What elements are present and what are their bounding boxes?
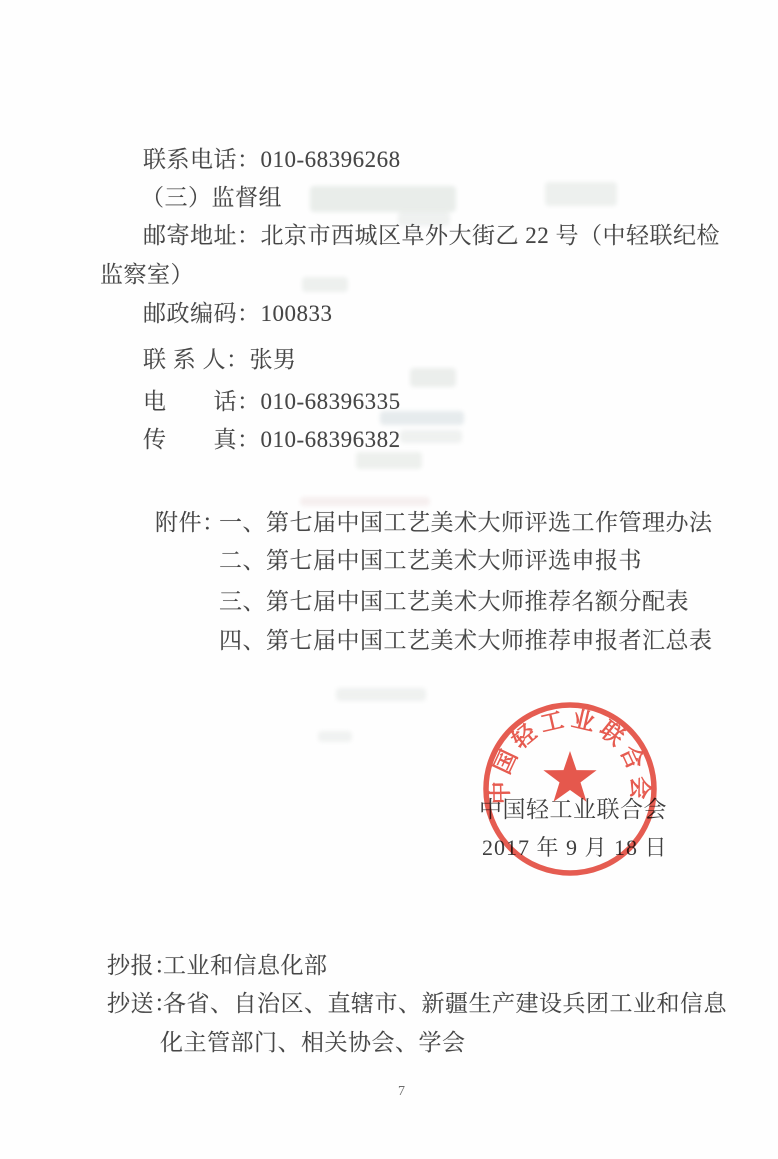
- official-seal: [481, 700, 659, 878]
- bleed-through-artifact: [310, 186, 456, 212]
- bleed-through-artifact: [336, 688, 426, 701]
- attachment-item-3: 三、第七届中国工艺美术大师推荐名额分配表: [219, 589, 689, 614]
- bleed-through-artifact: [302, 277, 348, 292]
- copy-report-label: 抄报：: [107, 953, 178, 978]
- signature-date: 2017 年 9 月 18 日: [482, 835, 668, 860]
- bleed-through-artifact: [318, 731, 352, 742]
- signature-organization: 中国轻工业联合会: [479, 797, 667, 822]
- copy-send-label: 抄送：: [107, 991, 178, 1016]
- attachment-item-4: 四、第七届中国工艺美术大师推荐申报者汇总表: [219, 628, 713, 653]
- fax-line: 传 真：010-68396382: [143, 427, 401, 452]
- bleed-through-artifact: [356, 452, 422, 469]
- official-seal-graphic: [481, 700, 659, 878]
- bleed-through-artifact: [400, 430, 462, 443]
- bleed-through-artifact: [300, 497, 430, 506]
- seal-arc-text: 中国轻工业联合会: [487, 706, 653, 805]
- telephone-line: 电 话：010-68396335: [143, 389, 401, 414]
- page-number: 7: [398, 1084, 406, 1099]
- mailing-address-line-1: 邮寄地址：北京市西城区阜外大街乙 22 号（中轻联纪检: [143, 223, 720, 248]
- attachment-item-2: 二、第七届中国工艺美术大师评选申报书: [219, 548, 642, 573]
- mailing-address-line-2: 监察室）: [100, 262, 194, 287]
- contact-person-line: 联 系 人：张男: [143, 347, 297, 372]
- postal-code-line: 邮政编码：100833: [143, 301, 333, 326]
- contact-phone-line: 联系电话：010-68396268: [143, 147, 401, 172]
- bleed-through-artifact: [410, 368, 456, 387]
- seal-star-icon: [543, 751, 596, 802]
- group-heading: （三）监督组: [141, 185, 282, 210]
- attachment-item-1: 一、第七届中国工艺美术大师评选工作管理办法: [219, 510, 713, 535]
- copy-report-value: 工业和信息化部: [163, 953, 328, 978]
- bleed-through-artifact: [545, 182, 617, 206]
- copy-send-line-1: 各省、自治区、直辖市、新疆生产建设兵团工业和信息: [163, 991, 727, 1016]
- attachments-label: 附件：: [155, 510, 226, 535]
- copy-send-line-2: 化主管部门、相关协会、学会: [160, 1030, 466, 1055]
